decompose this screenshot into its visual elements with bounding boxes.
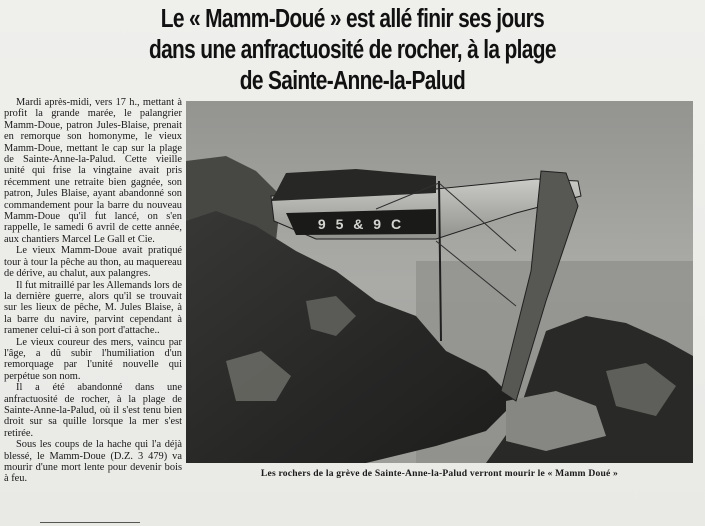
photo-grain bbox=[186, 101, 693, 463]
headline bbox=[63, 4, 641, 97]
headline-line-1: Le « Mamm-Doué » est allé finir ses jours bbox=[160, 5, 545, 33]
end-rule bbox=[40, 522, 140, 523]
hull-marking: 9 5 & 9 C bbox=[317, 216, 405, 232]
headline-line-2: dans une anfractuosité de rocher, à la plage bbox=[148, 36, 556, 64]
boat-photo bbox=[186, 101, 693, 463]
article-paragraph-6: Sous les coups de la hache qui l'a déjà blessé, le Mamm-Doue (D.Z. 3 479) va mourir d'une mort lente pour devenir bois à feu. bbox=[4, 439, 182, 485]
article-paragraph-3: Il fut mitraillé par les Allemands lors de la dernière guerre, alors qu'il se trouvait sur les lieux de pêche, M. Jules Blaise, à la barre du navire, parvint cependant à ramener celui-ci à son port d'attache.. bbox=[4, 279, 182, 337]
article-paragraph-5: Il a été abandonné dans une anfractuosité de rocher, à la plage de Sainte-Anne-la-Palud, où il s'est tenu bien droit sur sa quille lorsque la mer s'est retirée. bbox=[4, 382, 182, 439]
article-paragraph-1: Mardi après-midi, vers 17 h., mettant à profit la grande marée, le palangrier Mamm-Doue, patron Jules-Blaise, prenait en remorque son homonyme, le vieux Mamm-Doue, mettant le cap sur la plage de Sainte-Anne-la-Palud. Cette vieille unité qui frise la vingtaine avait pris récemment une retraite bien gagnée, son patron, Jules Blaise, ayant abandonné son commandement pour la barre du nouveau Mamm-Doue qu'il fut lancé, on s'en rappelle, le samedi 6 avril de cette année, aux chantiers Marcel Le Gall et Cie. bbox=[4, 97, 182, 245]
photo-caption: Les rochers de la grève de Sainte-Anne-la-Palud verront mourir le « Mamm Doué » bbox=[260, 468, 619, 479]
headline-line-3: de Sainte-Anne-la-Palud bbox=[239, 67, 466, 95]
article-paragraph-4: Le vieux coureur des mers, vaincu par l'âge, a dû subir l'humiliation d'un remorquage par l'unité nouvelle qui perpétue son nom. bbox=[4, 336, 182, 382]
photo-illustration bbox=[186, 101, 693, 463]
article-paragraph-2: Le vieux Mamm-Doue avait pratiqué tour à tour la pêche au thon, au maquereau de dérive, au chalut, aux palangres. bbox=[4, 245, 182, 280]
article-body bbox=[4, 97, 182, 485]
